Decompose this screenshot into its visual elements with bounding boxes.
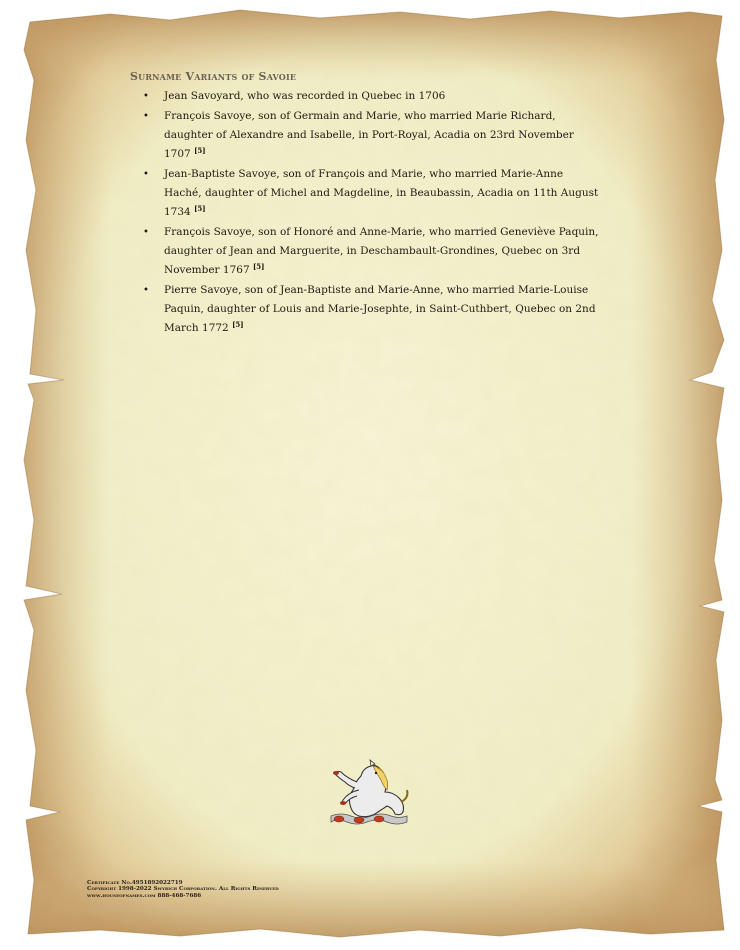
bullet-icon: • [143, 111, 149, 122]
reference-mark[interactable]: [5] [194, 204, 206, 213]
variant-text: Jean Savoyard, who was recorded in Quebec in 1706 [164, 90, 446, 102]
rampant-horse-crest-icon [321, 758, 413, 828]
copyright-notice: Copyright 1998-2022 Swyrich Corporation. All Rights Reserved [87, 886, 279, 893]
website-contact: www.houseofnames.com 888-468-7686 [87, 892, 202, 899]
main-content [130, 70, 600, 339]
bullet-icon: • [143, 227, 149, 238]
certificate-footer [87, 880, 279, 899]
certificate-number: Certificate No.4951892022719 [87, 880, 183, 886]
variant-text: François Savoye, son of Germain and Marie, who married Marie Richard, daughter of Alexandre and Isabelle, in Port-Royal, Acadia on 23rd November 1707 [164, 110, 574, 160]
reference-mark[interactable]: [5] [252, 262, 265, 271]
bullet-icon: • [143, 285, 149, 296]
reference-mark[interactable]: [5] [232, 320, 244, 329]
variant-text: Pierre Savoye, son of Jean-Baptiste and Marie-Anne, who married Marie-Louise Paquin, daughter of Louis and Marie-Josephte, in Saint-Cuthbert, Quebec on 2nd March 1772 [164, 284, 596, 334]
variant-text: Jean-Baptiste Savoye, son of François and Marie, who married Marie-Anne Haché, daughter of Michel and Magdeline, in Beaubassin, Acadia on 11th August 1734 [164, 168, 599, 218]
variant-item [130, 281, 600, 338]
variant-item [130, 107, 600, 164]
bullet-icon: • [143, 169, 149, 180]
variant-item [130, 87, 600, 106]
bullet-icon: • [143, 91, 149, 102]
reference-mark[interactable]: [5] [194, 146, 206, 155]
variant-item [130, 223, 600, 280]
section-heading: Surname Variants of Savoie [130, 70, 297, 83]
variants-list [130, 87, 600, 338]
variant-text: François Savoye, son of Honoré and Anne-Marie, who married Geneviève Paquin, daughter of Jean and Marguerite, in Deschambault-Grondines, Quebec on 3rd November 1767 [164, 226, 599, 276]
heraldic-crest-icon [321, 758, 413, 828]
variant-item [130, 165, 600, 222]
